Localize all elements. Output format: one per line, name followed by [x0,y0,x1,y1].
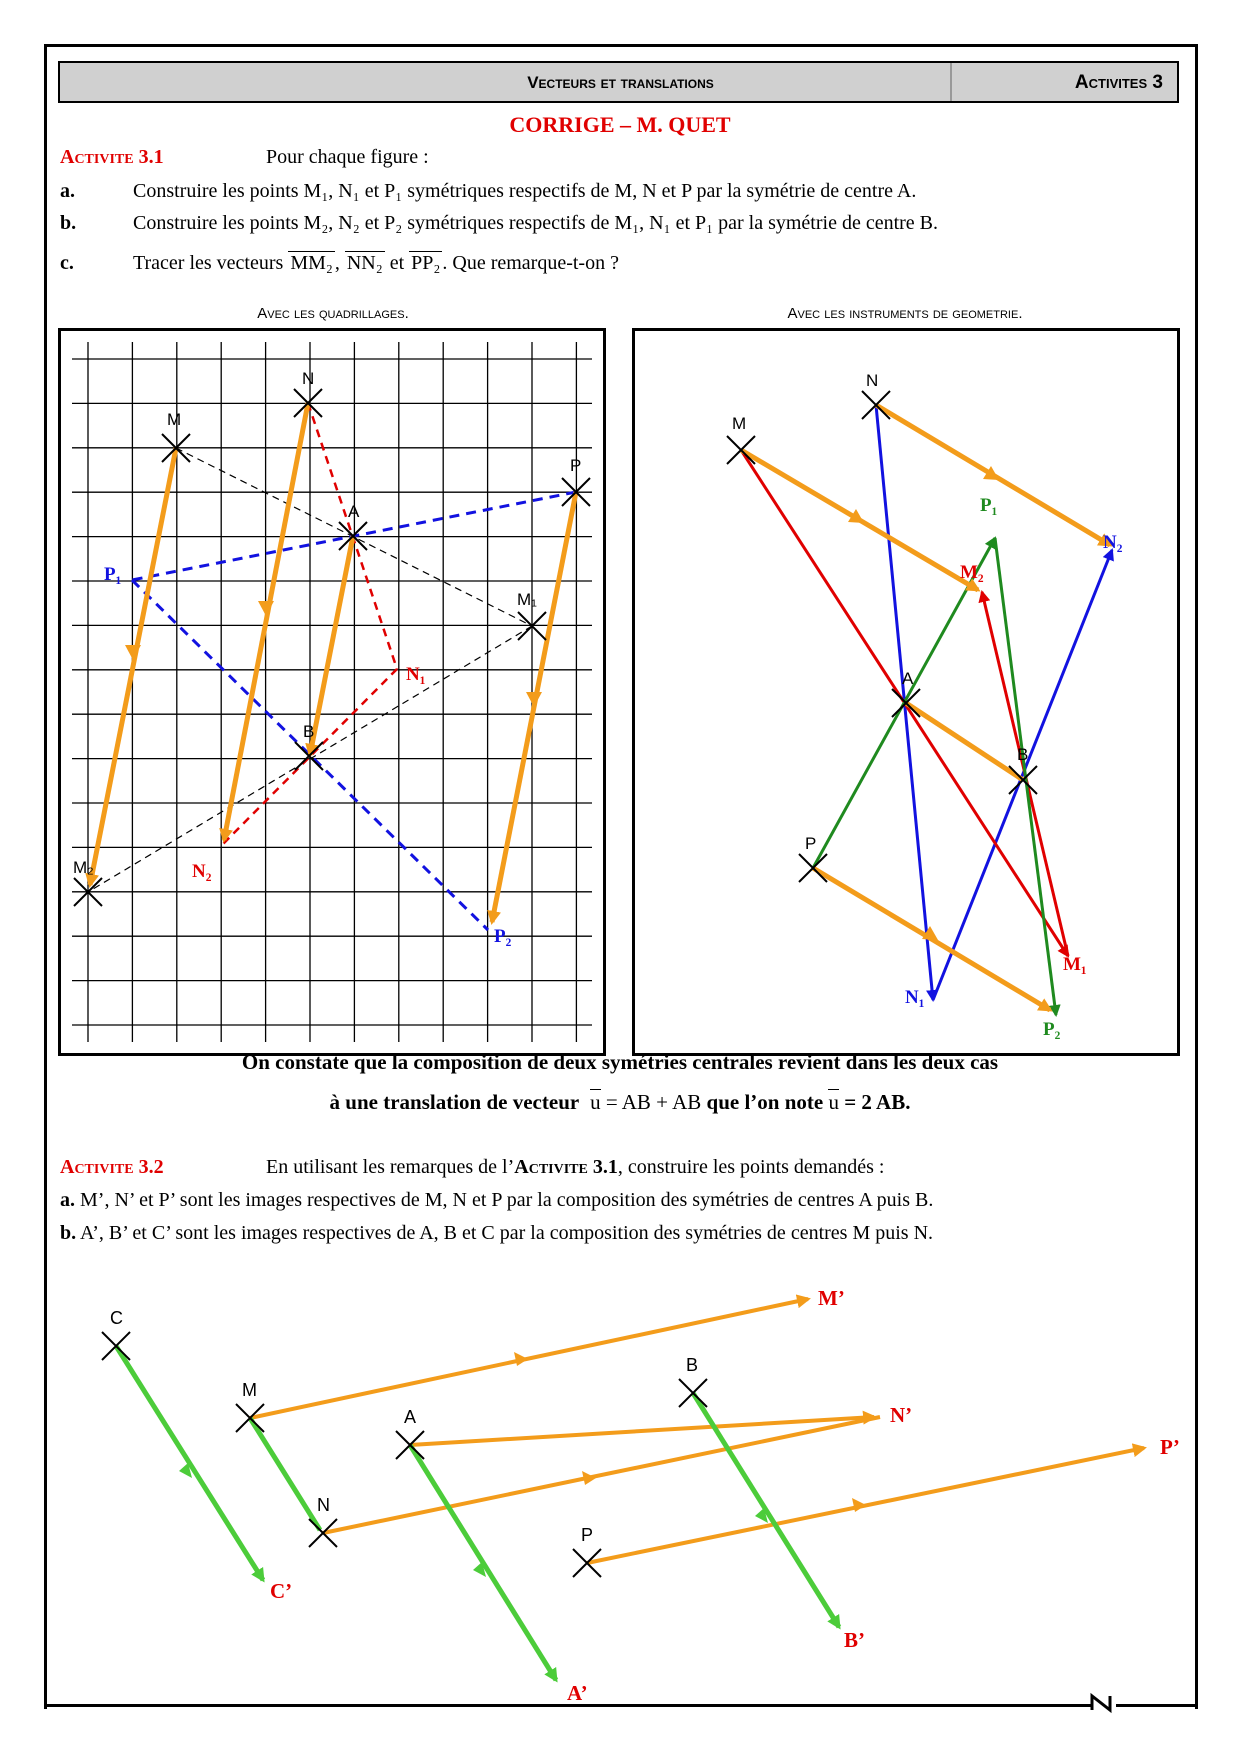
label-N: N [302,369,315,388]
label-P2: P₂ [494,926,512,947]
orange-mid-arrows-left [125,601,542,707]
item-c-post: . Que remarque-t-on ? [442,252,619,274]
grid [72,342,592,1042]
vector-pp2: PP₂ [411,252,441,274]
activity1-intro: Pour chaque figure : [266,146,429,168]
vector-u-2: u [828,1090,839,1114]
a2-label-N: N [317,1495,330,1515]
item-c-text: Tracer les vecteurs MM₂ , NN₂ et PP₂ . Que remarque-t-on ? [133,252,619,274]
activity2-item-b [60,1222,933,1245]
activity2-b-label: b. [60,1222,77,1244]
vector-u-1: u [590,1090,601,1114]
label-N1: N₁ [406,664,426,685]
orange-vectors-activity2 [250,1299,1144,1563]
activity2-labels-black [110,1308,698,1545]
left-figure-caption: Avec les quadrillages. [257,305,409,322]
label-B: B [303,722,315,741]
vector-nn2: NN₂ [346,252,383,274]
activity2-title: Activite 3.2 [60,1156,164,1178]
activity2-intro-post: , construire les points demandés : [617,1156,885,1178]
item-a-text: Construire les points M₁, N₁ et P₁ symétriques respectifs de M, N et P par la symétrie de centre A. [133,180,917,202]
item-b-label: b. [60,212,77,234]
green-vectors-activity2 [116,1346,839,1680]
right-figure-frame [632,328,1180,1056]
activity2-labels-red [270,1286,1180,1705]
label-N2: N₂ [192,861,212,882]
right-label-B: B [1017,745,1029,764]
right-label-M: M [732,414,747,433]
a2-label-C: C [110,1308,123,1328]
right-label-N: N [866,371,879,390]
conclusion-line2-pre: à une translation de vecteur [329,1090,579,1114]
item-c-et: et [389,252,405,274]
a2-label-B: B [686,1355,699,1375]
item-c-label: c. [60,252,74,274]
label-A: A [348,502,360,521]
header-activity-label: Activites 3 [1074,72,1163,93]
activity2-intro-pre: En utilisant les remarques de l’ [266,1156,515,1178]
conclusion-eq1: = AB + AB [605,1090,702,1114]
activity2-heading [60,1156,164,1179]
conclusion-eq2: = 2 AB. [844,1090,911,1114]
conclusion-mid: que l’on note [706,1090,824,1114]
vector-mm2: MM₂ [290,252,333,274]
a2-label-M: M [242,1380,257,1400]
left-labels-black [73,369,581,877]
activity2-intro-ref: Activite 3.1 [514,1156,618,1178]
label-P: P [570,456,582,475]
corrige-title: CORRIGE – M. QUET [509,112,731,137]
right-label-P: P [805,834,817,853]
right-label-M2: M₂ [960,562,984,583]
right-figure-caption: Avec les instruments de geometrie. [787,305,1023,322]
a2-label-Aprime: A’ [567,1681,588,1705]
a2-label-Mprime: M’ [818,1286,845,1310]
label-P1: P₁ [104,564,122,585]
right-label-N2: N₂ [1103,532,1123,553]
activity2-points [102,1332,707,1577]
a2-label-Cprime: C’ [270,1579,293,1603]
activity2-a-text: M’, N’ et P’ sont les images respectives de M, N et P par la composition des symétries de centres A puis B. [80,1189,934,1211]
a2-label-P: P [581,1525,594,1545]
activity1-title: Activite 3.1 [60,146,164,168]
label-M1: M₁ [517,590,537,609]
right-label-M1: M₁ [1063,954,1087,975]
a2-label-Pprime: P’ [1160,1435,1180,1459]
activity2-item-a [60,1189,933,1212]
conclusion-line1: On constate que la composition de deux symétries centrales revient dans les deux cas [241,1050,999,1074]
item-c-pre: Tracer les vecteurs [133,252,284,274]
conclusion-line2 [0,1090,1240,1115]
header-title: Vecteurs et translations [527,73,714,92]
activity2-a-label: a. [60,1189,75,1211]
orange-vectors-left [90,403,576,922]
a2-label-Bprime: B’ [844,1628,865,1652]
activity2-intro [266,1156,884,1179]
label-M2: M₂ [73,858,94,877]
item-b-text: Construire les points M₂, N₂ et P₂ symétriques respectifs de M₁, N₁ et P₁ par la symétrie de centre B. [133,212,939,234]
right-label-N1: N₁ [905,987,925,1008]
label-M: M [167,410,182,429]
red-construction-lines [221,403,397,846]
item-a-label: a. [60,180,75,202]
right-label-P1: P₁ [980,495,998,516]
green-mid-arrows-activity2 [179,1463,768,1577]
activity2-b-text: A’, B’ et C’ sont les images respectives de A, B et C par la composition des symétries de centres M puis N. [80,1222,934,1244]
right-label-P2: P₂ [1043,1019,1061,1040]
a2-label-A: A [404,1407,417,1427]
a2-label-Nprime: N’ [890,1403,913,1427]
right-label-A: A [902,669,914,688]
